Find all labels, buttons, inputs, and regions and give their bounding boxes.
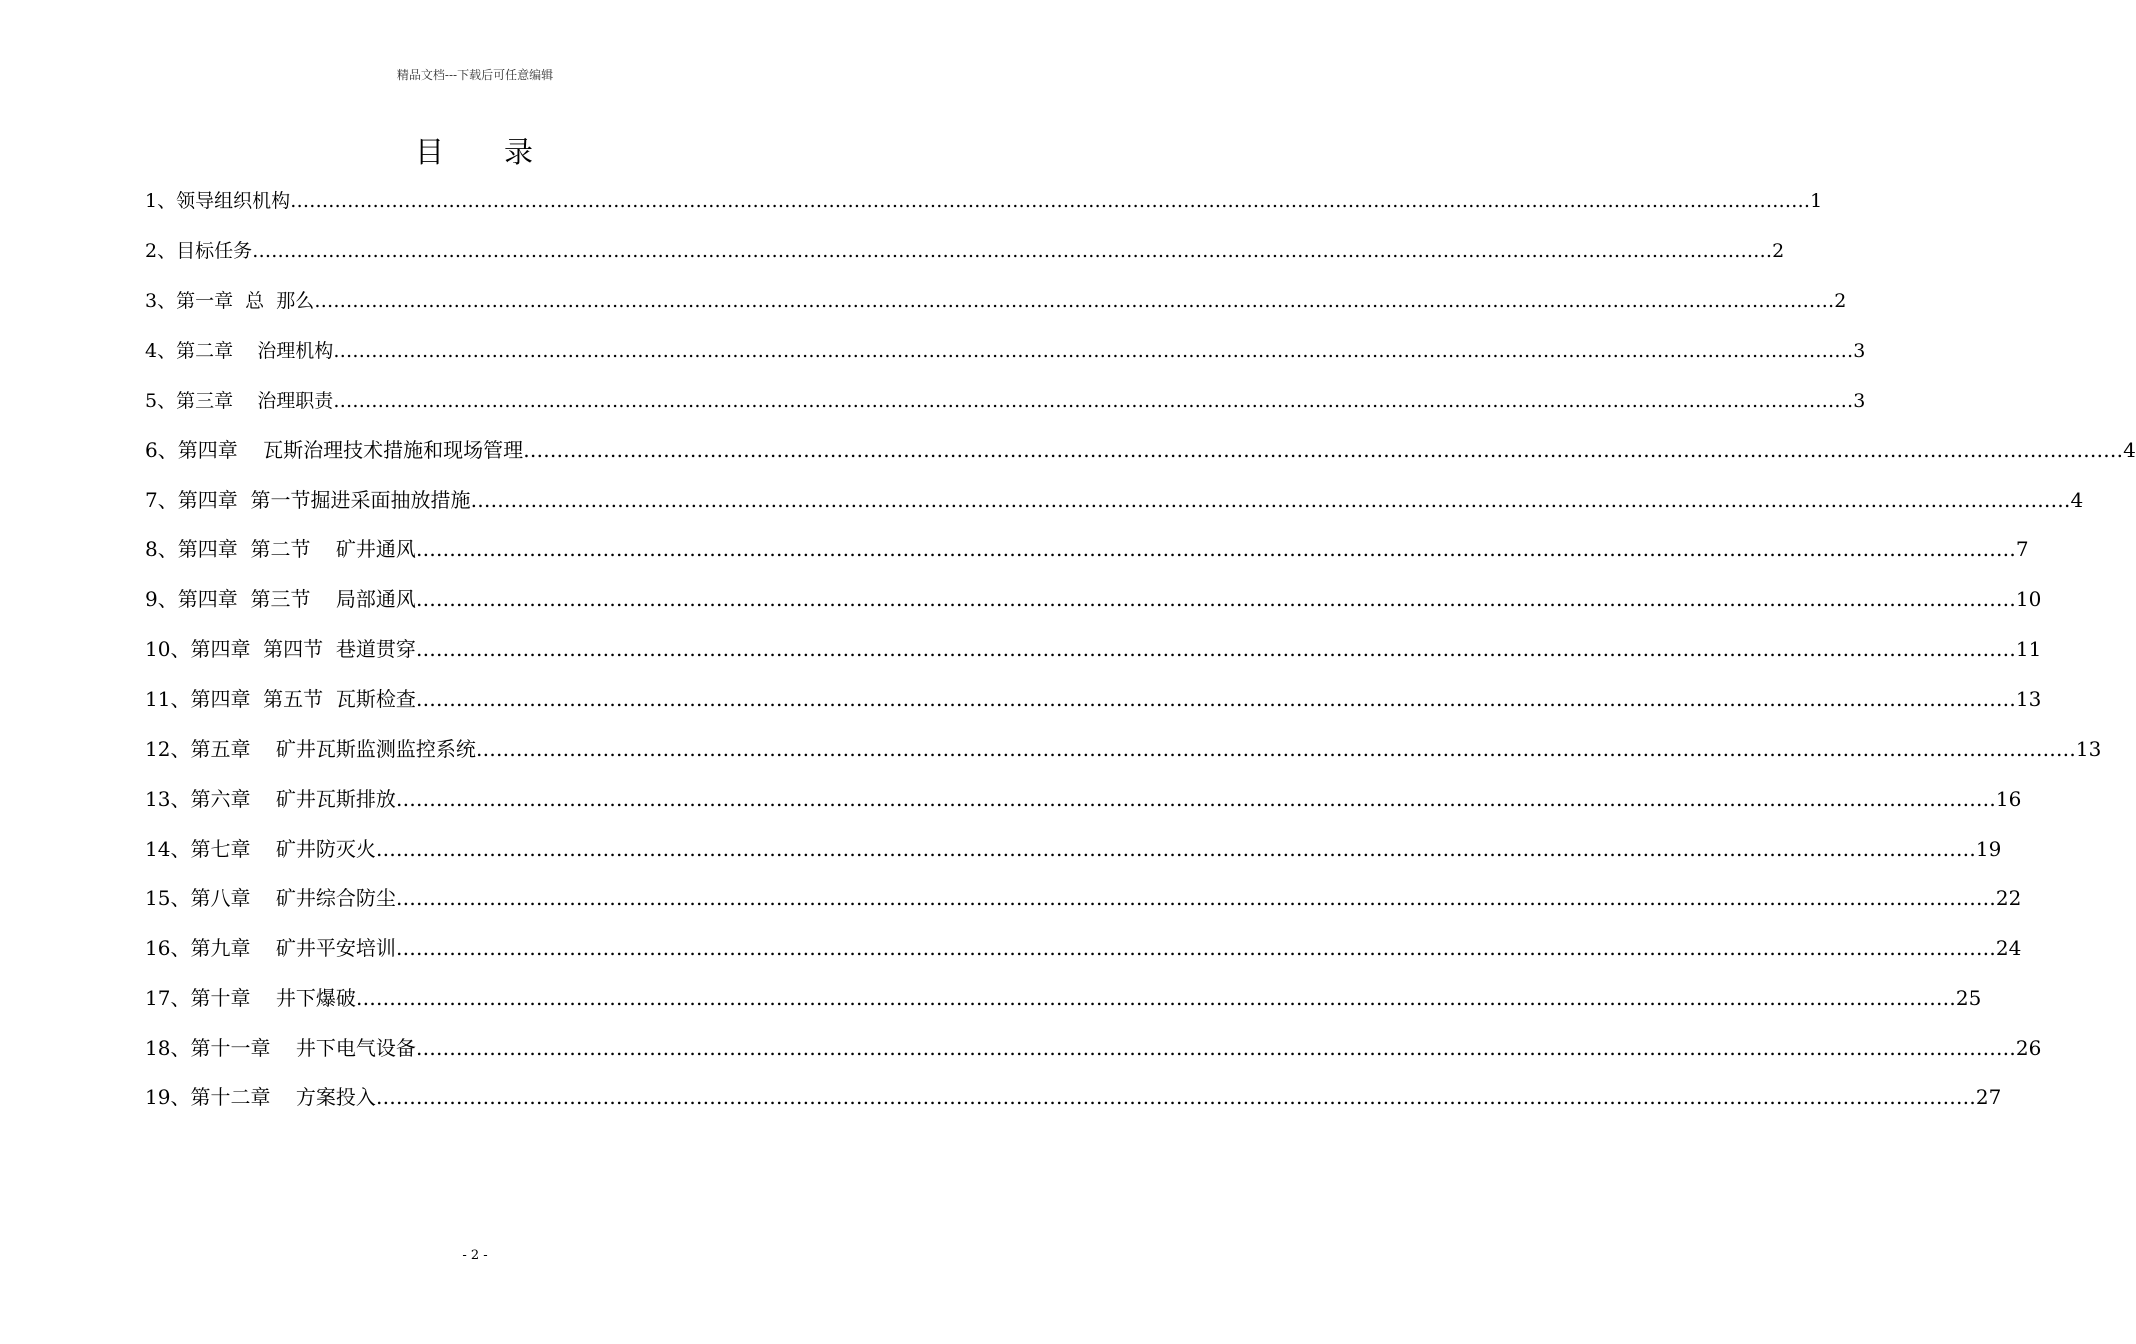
toc-entry-page: 4: [2123, 438, 2136, 462]
toc-entry[interactable]: [145, 632, 2042, 666]
toc-leader-dots: ……………………………………………………………………………………………………………………………………………………………………………………………………………………: [415, 537, 2016, 561]
toc-entry-page: 13: [2075, 737, 2102, 761]
toc-entry[interactable]: [145, 881, 2022, 915]
toc-entry[interactable]: [145, 782, 2022, 816]
toc-entry-page: 10: [2015, 587, 2042, 611]
toc-entry[interactable]: [145, 334, 1866, 368]
toc-entry[interactable]: [145, 682, 2042, 716]
title-char-right: 录: [504, 135, 536, 169]
toc-leader-dots: ……………………………………………………………………………………………………………………………………………………………………………………………………………………: [375, 1085, 1976, 1109]
toc-entry-label: 16、第九章 矿井平安培训: [145, 936, 396, 960]
toc-entry-page: 19: [1975, 837, 2002, 861]
toc-entry-page: 16: [1995, 787, 2022, 811]
toc-entry[interactable]: [145, 1031, 2042, 1065]
toc-entry[interactable]: [145, 1080, 2002, 1114]
toc-entry-label: 18、第十一章 井下电气设备: [145, 1036, 416, 1060]
toc-entry-page: 27: [1975, 1085, 2002, 1109]
toc-entry-page: 3: [1853, 340, 1866, 362]
toc-entry-label: 4、第二章 治理机构: [145, 340, 334, 362]
toc-leader-dots: ……………………………………………………………………………………………………………………………………………………………………………………………………………………: [333, 340, 1854, 362]
toc-leader-dots: ……………………………………………………………………………………………………………………………………………………………………………………………………………………: [333, 390, 1854, 412]
toc-leader-dots: ……………………………………………………………………………………………………………………………………………………………………………………………………………………: [415, 1036, 2016, 1060]
toc-leader-dots: ……………………………………………………………………………………………………………………………………………………………………………………………………………………: [290, 190, 1811, 212]
toc-entry-label: 8、第四章 第二节 矿井通风: [145, 537, 416, 561]
toc-entry[interactable]: [145, 284, 1847, 318]
toc-entry-label: 15、第八章 矿井综合防尘: [145, 886, 396, 910]
toc-entry-label: 5、第三章 治理职责: [145, 390, 334, 412]
toc-entry[interactable]: [145, 931, 2022, 965]
toc-leader-dots: ……………………………………………………………………………………………………………………………………………………………………………………………………………………: [415, 687, 2016, 711]
toc-entry-page: 22: [1995, 886, 2022, 910]
toc-leader-dots: ……………………………………………………………………………………………………………………………………………………………………………………………………………………: [395, 886, 1996, 910]
toc-entry-label: 12、第五章 矿井瓦斯监测监控系统: [145, 737, 476, 761]
toc-entry[interactable]: [145, 433, 2136, 467]
toc-entry[interactable]: [145, 582, 2042, 616]
toc-entry[interactable]: [145, 732, 2102, 766]
toc-entry-page: 2: [1772, 240, 1785, 262]
toc-entry-label: 11、第四章 第五节 瓦斯检查: [145, 687, 416, 711]
toc-entry[interactable]: [145, 384, 1866, 418]
toc-entry[interactable]: [145, 483, 2084, 517]
toc-entry-page: 2: [1834, 290, 1847, 312]
toc-entry-label: 3、第一章 总 那么: [145, 290, 315, 312]
toc-entry-page: 3: [1853, 390, 1866, 412]
toc-entry-label: 7、第四章 第一节掘进采面抽放措施: [145, 488, 471, 512]
toc-entry-label: 10、第四章 第四节 巷道贯穿: [145, 637, 416, 661]
toc-entry[interactable]: [145, 832, 2002, 866]
toc-leader-dots: ……………………………………………………………………………………………………………………………………………………………………………………………………………………: [395, 936, 1996, 960]
toc-leader-dots: ……………………………………………………………………………………………………………………………………………………………………………………………………………………: [475, 737, 2076, 761]
toc-entry-label: 17、第十章 井下爆破: [145, 986, 356, 1010]
toc-leader-dots: ……………………………………………………………………………………………………………………………………………………………………………………………………………………: [415, 637, 2016, 661]
page-header: 精品文档---下载后可任意编辑: [396, 68, 554, 82]
toc-leader-dots: ……………………………………………………………………………………………………………………………………………………………………………………………………………………: [415, 587, 2016, 611]
toc-entry-page: 26: [2015, 1036, 2042, 1060]
toc-leader-dots: ……………………………………………………………………………………………………………………………………………………………………………………………………………………: [355, 986, 1956, 1010]
toc-entry-label: 19、第十二章 方案投入: [145, 1085, 376, 1109]
toc-entry-label: 14、第七章 矿井防灭火: [145, 837, 376, 861]
toc-entry[interactable]: [145, 234, 1785, 268]
toc-leader-dots: ……………………………………………………………………………………………………………………………………………………………………………………………………………………: [375, 837, 1976, 861]
toc-leader-dots: ……………………………………………………………………………………………………………………………………………………………………………………………………………………: [252, 240, 1773, 262]
toc-entry-label: 9、第四章 第三节 局部通风: [145, 587, 416, 611]
toc-entry-page: 11: [2015, 637, 2042, 661]
toc-entry-page: 7: [2015, 537, 2029, 561]
toc-entry[interactable]: [145, 981, 1982, 1015]
toc-entry-label: 1、领导组织机构: [145, 190, 291, 212]
toc-entry-page: 24: [1995, 936, 2022, 960]
toc-entry[interactable]: [145, 184, 1823, 218]
toc-entry-page: 13: [2015, 687, 2042, 711]
toc-entry[interactable]: [145, 532, 2029, 566]
toc-entry-page: 4: [2070, 488, 2084, 512]
toc-entry-label: 6、第四章 瓦斯治理技术措施和现场管理: [145, 438, 524, 462]
toc-leader-dots: ……………………………………………………………………………………………………………………………………………………………………………………………………………………: [314, 290, 1835, 312]
toc-leader-dots: ……………………………………………………………………………………………………………………………………………………………………………………………………………………: [395, 787, 1996, 811]
page-number: - 2 -: [462, 1248, 488, 1263]
toc-entry-label: 2、目标任务: [145, 240, 253, 262]
toc-leader-dots: ……………………………………………………………………………………………………………………………………………………………………………………………………………………: [523, 438, 2124, 462]
page-title: [0, 130, 950, 171]
title-char-left: 目: [414, 135, 446, 169]
toc-entry-label: 13、第六章 矿井瓦斯排放: [145, 787, 396, 811]
toc-entry-page: 1: [1810, 190, 1823, 212]
toc-entry-page: 25: [1955, 986, 1982, 1010]
toc-leader-dots: ……………………………………………………………………………………………………………………………………………………………………………………………………………………: [470, 488, 2071, 512]
